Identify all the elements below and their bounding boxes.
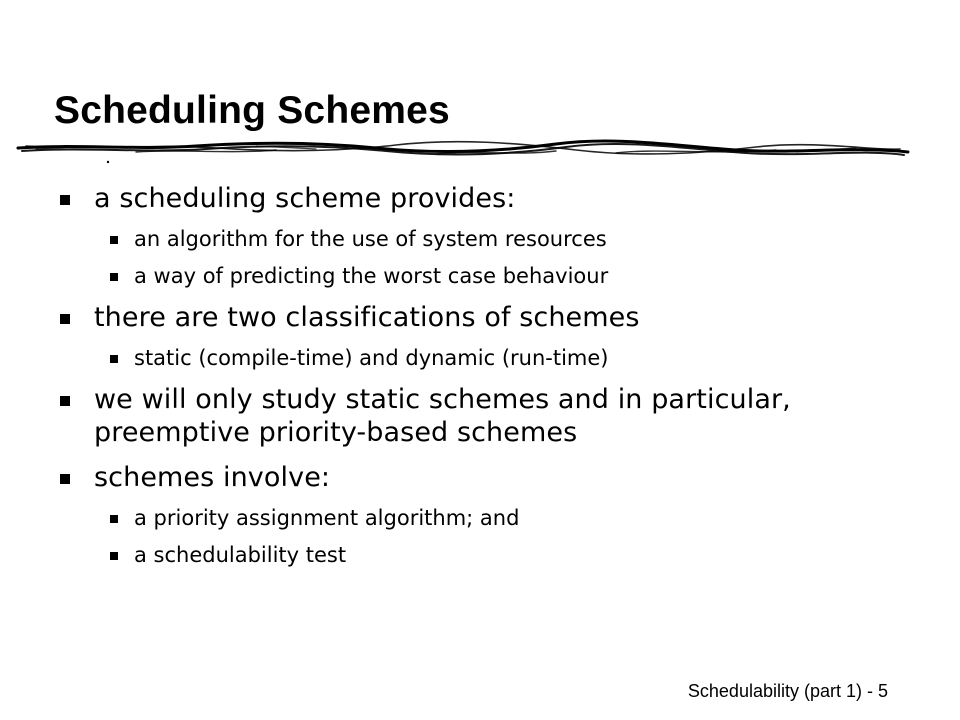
slide-title: Scheduling Schemes [54,89,450,132]
scribble-underline-icon [16,136,910,166]
bullet-item [60,301,920,334]
square-bullet-icon [60,314,70,324]
bullet-item [60,461,920,494]
square-bullet-icon [110,236,118,244]
sub-bullet-item [60,263,920,289]
square-bullet-icon [60,396,70,406]
sub-bullet-text: an algorithm for the use of system resources [134,227,607,251]
square-bullet-icon [110,273,118,281]
slide-footer: Schedulability (part 1) - 5 [687,681,888,701]
bullet-text: schemes involve: [94,462,331,493]
sub-bullet-item [60,505,920,531]
sub-bullet-item [60,542,920,568]
bullet-text: we will only study static schemes and in particular, preemptive priority-based schemes [94,384,800,448]
bullet-text: there are two classifications of schemes [94,302,640,333]
sub-bullet-item [60,345,920,371]
square-bullet-icon [60,474,70,484]
sub-bullet-text: a schedulability test [134,543,347,567]
sub-bullet-text: a priority assignment algorithm; and [134,506,520,530]
sub-bullet-item [60,226,920,252]
bullet-item [60,182,920,215]
square-bullet-icon [110,552,118,560]
bullet-list [60,170,920,568]
sub-bullet-text: a way of predicting the worst case behaviour [134,264,609,288]
bullet-text: a scheduling scheme provides: [94,183,516,214]
bullet-item [60,383,920,449]
square-bullet-icon [60,195,70,205]
sub-bullet-text: static (compile-time) and dynamic (run-time) [134,346,609,370]
square-bullet-icon [110,515,118,523]
square-bullet-icon [110,355,118,363]
